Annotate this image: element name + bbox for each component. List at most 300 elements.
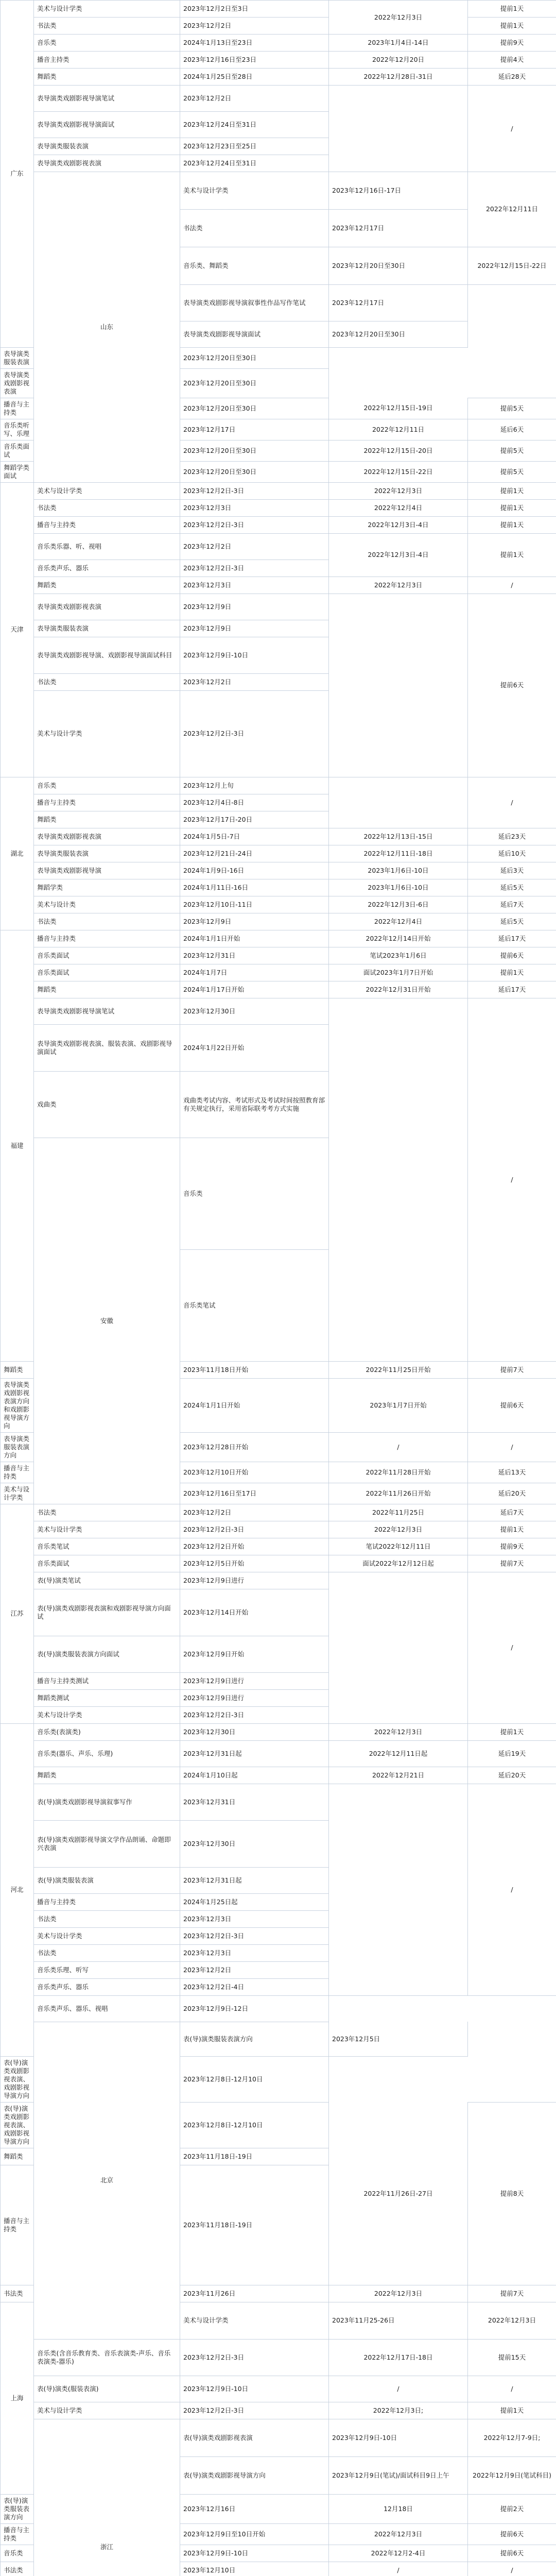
exam-date-cell: 2023年12月2日-3日 [180, 1927, 329, 1944]
category-cell: 舞蹈类 [34, 69, 180, 86]
exam-date-cell: 2023年12月9日 [180, 620, 329, 637]
province-cell: 湖北 [1, 777, 34, 930]
difference-cell: 提前1天 [468, 516, 556, 533]
difference-cell: 提前6天 [468, 2545, 556, 2562]
category-cell: 美术与设计学类 [34, 1706, 180, 1723]
exam-date-cell: 2023年12月5日 [329, 2022, 468, 2057]
table-row [1, 69, 556, 86]
last-year-date-cell: 2022年12月7-9日; [468, 2419, 556, 2457]
exam-date-cell: 2023年12月20日至30日 [180, 347, 329, 368]
last-year-date-cell: 2022年12月15日-22日 [329, 461, 468, 482]
last-year-date-cell: 2022年12月3日 [329, 482, 468, 499]
difference-cell: 提前1天 [468, 1723, 556, 1740]
table-row [1, 35, 556, 52]
category-cell: 音乐类笔试 [180, 1249, 329, 1361]
table-row [1, 1572, 556, 1589]
exam-date-cell: 2023年12月2日 [180, 1504, 329, 1521]
last-year-date-cell [468, 2022, 556, 2103]
last-year-date-cell: 2022年12月3日-4日 [329, 516, 468, 533]
last-year-date-cell: 2023年1月6日-10日 [329, 879, 468, 896]
difference-cell: / [468, 1432, 556, 1462]
exam-date-cell: 2023年12月14日开始 [180, 1589, 329, 1636]
exam-date-cell: 2023年12月10日 [180, 2562, 329, 2576]
category-cell: 舞蹈类 [34, 981, 180, 998]
exam-date-cell: 2023年12月30日 [180, 1820, 329, 1867]
exam-date-cell: 2024年1月10日起 [180, 1767, 329, 1784]
last-year-date-cell [329, 998, 468, 1362]
table-row [1, 964, 556, 981]
table-row [1, 862, 556, 879]
category-cell: 表导演类戏剧影视表演 [34, 828, 180, 845]
category-cell: 播音与主持类 [1, 398, 34, 419]
difference-cell: 延后3天 [468, 862, 556, 879]
difference-cell: 延后7天 [468, 1504, 556, 1521]
exam-date-cell: 2024年1月13日至23日 [180, 35, 329, 52]
exam-date-cell: 2024年1月5日-7日 [180, 828, 329, 845]
last-year-date-cell: 2022年12月3日 [329, 1, 468, 35]
exam-date-cell: 2024年1月9日-16日 [180, 862, 329, 879]
last-year-date-cell: 2022年12月20日 [329, 52, 468, 69]
last-year-date-cell: 2022年12月15日-20日 [329, 440, 468, 461]
category-cell: 舞蹈类测试 [34, 1689, 180, 1706]
exam-date-cell: 2023年12月9日开始 [180, 1636, 329, 1672]
exam-date-cell: 2023年12月20日至30日 [180, 368, 329, 398]
exam-date-cell: 2023年12月9日进行 [180, 1689, 329, 1706]
last-year-date-cell: 2022年12月14日开始 [329, 930, 468, 947]
category-cell: 音乐类 [180, 1138, 329, 1250]
table-body [1, 1, 556, 2576]
exam-date-cell: 2024年1月11日-16日 [180, 879, 329, 896]
last-year-date-cell [329, 1784, 468, 1995]
difference-cell: 提前5天 [468, 461, 556, 482]
last-year-date-cell: 2022年11月25日开始 [329, 1361, 468, 1378]
difference-cell: / [468, 998, 556, 1362]
difference-cell: 延后23天 [468, 828, 556, 845]
category-cell: 表导演类服装表演方向 [1, 1432, 34, 1462]
category-cell: 舞蹈类 [1, 1361, 34, 1378]
exam-date-cell: 2023年12月9日进行 [180, 1572, 329, 1589]
category-cell: 音乐类声乐、器乐、视唱 [34, 1995, 180, 2022]
last-year-date-cell: 2022年12月4日 [329, 913, 468, 930]
table-row [1, 777, 556, 794]
table-row [1, 879, 556, 896]
exam-date-cell: 2023年12月17日 [180, 419, 329, 440]
difference-cell: 提前1天 [468, 1521, 556, 1538]
exam-date-cell: 2023年12月5日开始 [180, 1555, 329, 1572]
last-year-date-cell: 2022年12月28日-31日 [329, 69, 468, 86]
table-row [1, 1504, 556, 1521]
category-cell: 戏曲类 [34, 1072, 180, 1138]
difference-cell: 延后20天 [468, 1767, 556, 1784]
category-cell: 音乐类面试 [1, 440, 34, 461]
exam-date-cell: 2023年12月31日起 [180, 1867, 329, 1893]
difference-cell: 提前7天 [468, 2285, 556, 2302]
category-cell: 表(导)演类(服装表演) [34, 2376, 180, 2402]
exam-date-cell: 2023年11月18日-19日 [180, 2148, 329, 2165]
difference-cell: / [468, 1572, 556, 1723]
exam-date-cell: 2023年12月3日 [180, 577, 329, 594]
last-year-date-cell: 2023年1月6日-10日 [329, 862, 468, 879]
exam-date-cell: 2023年12月2日-3日 [180, 516, 329, 533]
table-row [1, 998, 556, 1025]
table-row [1, 577, 556, 594]
last-year-date-cell: 2022年12月31日开始 [329, 981, 468, 998]
difference-cell: 延后28天 [468, 69, 556, 86]
category-cell: 播音主持类 [34, 52, 180, 69]
category-cell: 表导演类戏剧影视表演、服装表演、戏剧影视导演面试 [34, 1025, 180, 1072]
exam-date-cell: 2023年11月18日-19日 [180, 2165, 329, 2285]
table-row [1, 913, 556, 930]
category-cell: 表导演类戏剧影视导演面试 [34, 112, 180, 138]
exam-date-cell: 2023年12月3日 [180, 499, 329, 516]
difference-cell: 延后10天 [468, 845, 556, 862]
difference-cell: / [468, 86, 556, 172]
exam-date-cell: 2023年12月2日 [180, 673, 329, 690]
last-year-date-cell: 2022年11月26日开始 [329, 1483, 468, 1504]
exam-date-cell: 2023年12月10日-11日 [180, 896, 329, 913]
category-cell: 音乐类 [34, 35, 180, 52]
category-cell: 播音与主持类 [1, 1462, 34, 1483]
difference-cell: 提前1天 [468, 964, 556, 981]
category-cell: 播音与主持类 [34, 794, 180, 811]
last-year-date-cell: 2022年12月3日-6日 [329, 896, 468, 913]
difference-cell: / [468, 777, 556, 828]
exam-date-cell: 2024年1月22日开始 [180, 1025, 329, 1072]
difference-cell: 提前7天 [468, 1361, 556, 1378]
difference-cell: 延后6天 [468, 419, 556, 440]
exam-date-cell: 2024年1月1日开始 [180, 1378, 329, 1432]
difference-cell: / [468, 1784, 556, 1995]
last-year-date-cell: 2022年12月11日起 [329, 1740, 468, 1767]
exam-date-cell: 2024年1月7日 [180, 964, 329, 981]
category-cell: 表导演类戏剧影视表演 [34, 594, 180, 620]
category-cell: 音乐类乐理、听写 [34, 1961, 180, 1978]
last-year-date-cell: 2022年11月28日开始 [329, 1462, 468, 1483]
table-row [1, 2376, 556, 2402]
category-cell: 播音与主持类 [1, 2165, 34, 2285]
exam-date-cell: 2023年12月16日至23日 [180, 52, 329, 69]
last-year-date-cell: 面试2023年1月7日开始 [329, 964, 468, 981]
difference-cell: 延后13天 [468, 1462, 556, 1483]
exam-date-cell: 2023年12月9日-10日 [180, 637, 329, 673]
difference-cell: 提前4天 [468, 52, 556, 69]
category-cell: 表导演类戏剧影视导演笔试 [34, 998, 180, 1025]
difference-cell: 提前1天 [468, 533, 556, 577]
exam-date-cell: 2023年12月20日至30日 [329, 247, 468, 284]
category-cell: 舞蹈类 [34, 811, 180, 828]
province-cell: 广东 [1, 1, 34, 348]
category-cell: 美术与设计学类 [34, 1927, 180, 1944]
exam-date-cell: 2023年12月2日至3日 [180, 1, 329, 18]
exam-date-cell: 2023年12月2日 [180, 533, 329, 560]
difference-cell: 延后5天 [468, 879, 556, 896]
exam-date-cell: 2023年12月28日开始 [180, 1432, 329, 1462]
table-row [1, 2022, 556, 2057]
category-cell: 书法类 [1, 2285, 34, 2302]
difference-cell: 提前1天 [468, 2402, 556, 2419]
exam-date-cell: 2023年12月31日 [180, 1784, 329, 1820]
last-year-date-cell: 2022年12月11日 [468, 172, 556, 247]
category-cell: 表导演类戏剧影视导演、戏剧影视导演面试科目 [34, 637, 180, 673]
exam-date-cell: 2023年12月31日 [180, 947, 329, 964]
last-year-date-cell: 2022年12月21日 [329, 1767, 468, 1784]
last-year-date-cell: 2022年12月15日-22日 [468, 247, 556, 284]
category-cell: 音乐类(器乐、声乐、乐理) [34, 1740, 180, 1767]
exam-date-cell: 2023年12月2日-4日 [180, 1978, 329, 1995]
category-cell: 美术与设计学类 [1, 1483, 34, 1504]
difference-cell: 延后17天 [468, 981, 556, 998]
category-cell: 表(导)演类戏剧影视导演方向 [180, 2456, 329, 2494]
exam-date-cell: 2023年12月9日进行 [180, 1672, 329, 1689]
exam-date-cell: 2023年12月9日 [180, 913, 329, 930]
exam-date-cell: 2023年11月26日 [180, 2285, 329, 2302]
category-cell: 表导演类戏剧影视导演 [34, 862, 180, 879]
category-cell: 美术与设计学类 [180, 2302, 329, 2340]
exam-date-cell: 2023年12月2日-3日 [180, 560, 329, 577]
category-cell: 表(导)演类戏剧影视表演、戏剧影视导演方向 [1, 2057, 34, 2103]
exam-date-cell: 2023年12月2日-3日 [180, 690, 329, 777]
table-row [1, 1767, 556, 1784]
last-year-date-cell: 2022年12月11日 [329, 419, 468, 440]
province-cell: 天津 [1, 482, 34, 777]
category-cell: 书法类 [34, 18, 180, 35]
category-cell: 音乐类听写、乐理 [1, 419, 34, 440]
exam-date-cell: 2023年12月9日(笔试)/面试科目9日上午 [329, 2456, 468, 2494]
difference-cell: 提前7天 [468, 1555, 556, 1572]
category-cell: 美术与设计学类 [34, 1521, 180, 1538]
category-cell: 书法类 [34, 913, 180, 930]
difference-cell: 提前9天 [468, 1538, 556, 1555]
category-cell: 美术与设计学类 [34, 1, 180, 18]
exam-date-cell: 2023年12月16日至17日 [180, 1483, 329, 1504]
exam-date-cell: 2023年12月17日-20日 [180, 811, 329, 828]
last-year-date-cell: 2022年12月3日 [329, 2285, 468, 2302]
table-row [1, 1740, 556, 1767]
table-row [1, 516, 556, 533]
last-year-date-cell: / [329, 2562, 468, 2576]
province-cell: 山东 [34, 172, 180, 483]
last-year-date-cell: 2023年1月7日开始 [329, 1378, 468, 1432]
category-cell: 表(导)演类戏剧影视导演叙事写作 [34, 1784, 180, 1820]
table-row [1, 896, 556, 913]
exam-date-cell: 2023年12月20日至30日 [329, 321, 468, 347]
exam-date-cell: 2023年12月2日开始 [180, 1538, 329, 1555]
exam-date-cell: 2023年12月3日 [180, 1910, 329, 1927]
exam-date-cell: 2023年12月9日至10日开始 [180, 2523, 329, 2545]
exam-date-cell: 2023年12月4日-8日 [180, 794, 329, 811]
category-cell: 音乐类(含音乐教育类、音乐表演类-声乐、音乐表演类-器乐) [34, 2340, 180, 2376]
province-cell: 安徽 [34, 1138, 180, 1504]
category-cell: 表导演类戏剧影视导演笔试 [34, 86, 180, 112]
exam-date-cell: 2023年12月2日-3日 [180, 2402, 329, 2419]
last-year-date-cell: 2022年12月4日 [329, 499, 468, 516]
last-year-date-cell: 2022年12月17日-18日 [329, 2340, 468, 2376]
exam-date-cell: 2023年12月10日开始 [180, 1462, 329, 1483]
category-cell: 表(导)演类戏剧影视表演 [180, 2419, 329, 2457]
exam-date-cell: 2023年12月8日-12月10日 [180, 2103, 329, 2148]
last-year-date-cell: 2022年12月3日 [329, 2523, 468, 2545]
last-year-date-cell: 2022年12月3日-4日 [329, 533, 468, 577]
category-cell: 播音与主持类 [1, 2523, 34, 2545]
difference-cell: 提前1天 [468, 482, 556, 499]
difference-cell: 提前5天 [468, 398, 556, 419]
table-row [1, 533, 556, 560]
table-row [1, 86, 556, 112]
category-cell: 表(导)演类戏剧影视导演文学作品朗诵、命题即兴表演 [34, 1820, 180, 1867]
province-cell: 浙江 [34, 2419, 180, 2576]
difference-cell: 延后20天 [468, 1483, 556, 1504]
category-cell: 表导演类戏剧影视表演 [34, 155, 180, 172]
last-year-date-cell: 2022年12月3日 [329, 1521, 468, 1538]
category-cell: 书法类 [34, 499, 180, 516]
table-row [1, 52, 556, 69]
category-cell: 舞蹈类 [34, 1767, 180, 1784]
table-row [1, 845, 556, 862]
difference-cell: 提前5天 [468, 440, 556, 461]
exam-date-cell: 2023年12月16日 [180, 2494, 329, 2523]
last-year-date-cell: / [329, 2376, 468, 2402]
exam-date-cell: 2023年12月20日至30日 [180, 398, 329, 419]
exam-date-cell: 2023年12月20日至30日 [180, 440, 329, 461]
category-cell: 表导演类戏剧影视表演方向和戏剧影视导演方向 [1, 1378, 34, 1432]
province-cell: 河北 [1, 1723, 34, 2057]
table-row [1, 1555, 556, 1572]
last-year-date-cell [329, 777, 468, 828]
table-row [1, 2402, 556, 2419]
last-year-date-cell: 2022年12月13日-15日 [329, 828, 468, 845]
category-cell: 表导演类服装表演 [34, 620, 180, 637]
exam-date-cell: 2023年12月9日 [180, 594, 329, 620]
last-year-date-cell: 2023年1月4日-14日 [329, 35, 468, 52]
exam-date-cell: 2023年12月9日-10日 [180, 2376, 329, 2402]
table-row [1, 2340, 556, 2376]
category-cell: 音乐类、舞蹈类 [180, 247, 329, 284]
exam-date-cell: 2023年12月17日 [329, 284, 468, 321]
province-cell: 福建 [1, 930, 34, 1362]
table-row [1, 1723, 556, 1740]
table-row [1, 1995, 556, 2022]
exam-date-cell: 2023年12月24日至31日 [180, 155, 329, 172]
exam-date-cell: 2024年1月25日起 [180, 1893, 329, 1910]
exam-date-cell: 戏曲类考试内容、考试形式及考试时间按照教育部有关规定执行，采用省际联考考方式实施 [180, 1072, 329, 1138]
category-cell: 美术与设计类 [34, 896, 180, 913]
category-cell: 音乐类乐器、听、视唱 [34, 533, 180, 560]
last-year-date-cell: 2022年12月9日(笔试科目) [468, 2456, 556, 2494]
difference-cell: 延后7天 [468, 896, 556, 913]
category-cell: 表导演类服装表演 [34, 845, 180, 862]
difference-cell: 提前15天 [468, 2340, 556, 2376]
last-year-date-cell: 2022年12月15日-19日 [329, 398, 468, 419]
province-cell: 上海 [1, 2302, 34, 2494]
table-row [1, 981, 556, 998]
exam-date-cell: 2023年12月9日-10日 [329, 2419, 468, 2457]
difference-cell: 提前9天 [468, 35, 556, 52]
table-row [1, 1784, 556, 1820]
last-year-date-cell: 笔试2022年12月11日 [329, 1538, 468, 1555]
last-year-date-cell: 面试2022年12月12日起 [329, 1555, 468, 1572]
difference-cell: 提前6天 [468, 1378, 556, 1432]
category-cell: 书法类 [34, 1504, 180, 1521]
category-cell: 表(导)演类戏剧影视表演、戏剧影视导演方向 [1, 2103, 34, 2148]
exam-date-cell: 2023年12月30日 [180, 998, 329, 1025]
last-year-date-cell [329, 86, 468, 172]
category-cell: 音乐类声乐、器乐 [34, 560, 180, 577]
last-year-date-cell: 12月18日 [329, 2494, 468, 2523]
category-cell: 表导演类服装表演 [1, 347, 34, 368]
last-year-date-cell: 2022年12月3日; [329, 2402, 468, 2419]
exam-date-cell: 2023年11月25-26日 [329, 2302, 468, 2340]
last-year-date-cell [329, 1572, 468, 1723]
exam-date-cell: 2024年1月17日开始 [180, 981, 329, 998]
category-cell: 表导演类戏剧影视导演叙事性作品写作笔试 [180, 284, 329, 321]
province-cell: 江苏 [1, 1504, 34, 1723]
last-year-date-cell [468, 284, 556, 398]
exam-date-cell: 2023年12月2日-3日 [180, 1706, 329, 1723]
category-cell: 表导演类服装表演 [34, 138, 180, 155]
category-cell: 音乐类 [34, 777, 180, 794]
category-cell: 美术与设计学类 [180, 172, 329, 210]
category-cell: 音乐类笔试 [34, 1538, 180, 1555]
table-row [1, 499, 556, 516]
exam-date-cell: 2023年12月2日-3日 [180, 2340, 329, 2376]
category-cell: 舞蹈学类 [34, 879, 180, 896]
difference-cell: 提前6天 [468, 2523, 556, 2545]
exam-date-cell: 2023年12月2日-3日 [180, 1521, 329, 1538]
category-cell: 书法类 [1, 2562, 34, 2576]
difference-cell: 延后5天 [468, 913, 556, 930]
category-cell: 表导演类戏剧影视表演 [1, 368, 34, 398]
exam-date-cell: 2023年12月2日 [180, 18, 329, 35]
table-row [1, 828, 556, 845]
last-year-date-cell: 笔试2023年1月6日 [329, 947, 468, 964]
category-cell: 美术与设计学类 [34, 482, 180, 499]
table-row [1, 172, 556, 210]
last-year-date-cell: 2022年12月2-4日 [329, 2545, 468, 2562]
category-cell: 表导演类戏剧影视导演面试 [180, 321, 329, 347]
table-row [1, 594, 556, 620]
exam-date-cell: 2023年12月3日 [180, 1944, 329, 1961]
exam-date-cell: 2023年12月23日至25日 [180, 138, 329, 155]
category-cell: 播音与主持类 [34, 930, 180, 947]
table-row [1, 2419, 556, 2457]
category-cell: 表(导)演类服装表演 [34, 1867, 180, 1893]
difference-cell: 延后19天 [468, 1740, 556, 1767]
category-cell: 音乐类(表演类) [34, 1723, 180, 1740]
last-year-date-cell: / [329, 1432, 468, 1462]
table-row [1, 947, 556, 964]
exam-date-cell: 2023年12月31日起 [180, 1740, 329, 1767]
exam-date-cell: 2023年12月9日-12日 [180, 1995, 329, 2022]
difference-cell: 提前6天 [468, 594, 556, 777]
difference-cell: 提前1天 [468, 18, 556, 35]
exam-date-cell: 2024年1月25日至28日 [180, 69, 329, 86]
last-year-date-cell [329, 594, 468, 777]
exam-date-cell: 2023年12月2日 [180, 1961, 329, 1978]
table-row [1, 1538, 556, 1555]
difference-cell: / [468, 577, 556, 594]
table-row [1, 1, 556, 18]
category-cell: 表(导)演类服装表演方向面试 [34, 1636, 180, 1672]
difference-cell: 延后17天 [468, 930, 556, 947]
category-cell: 舞蹈学类面试 [1, 461, 34, 482]
exam-date-cell: 2023年12月2日-3日 [180, 482, 329, 499]
difference-cell: 提前1天 [468, 1, 556, 18]
category-cell: 书法类 [180, 209, 329, 247]
last-year-date-cell: 2022年11月26日-27日 [329, 2103, 468, 2285]
difference-cell: / [468, 2562, 556, 2576]
category-cell: 表(导)演类笔试 [34, 1572, 180, 1589]
category-cell: 音乐类面试 [34, 1555, 180, 1572]
